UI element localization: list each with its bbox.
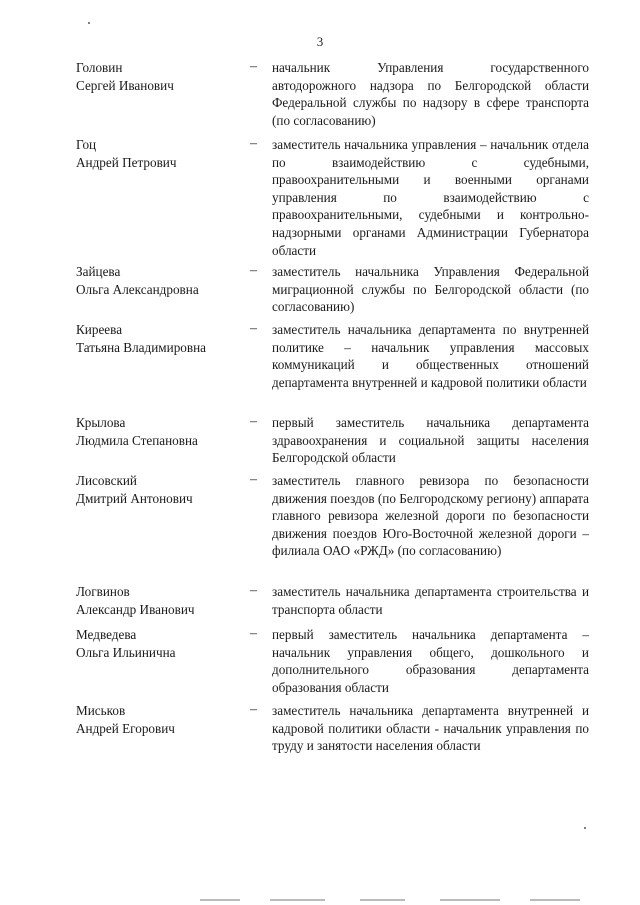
dash-separator: – bbox=[250, 626, 257, 641]
dash-separator: – bbox=[250, 321, 257, 336]
given-names: Андрей Егорович bbox=[76, 720, 175, 736]
person-name bbox=[76, 626, 251, 661]
position-description: первый заместитель начальника департамента здравоохранения и социальной защиты населения Белгородской области bbox=[272, 415, 589, 466]
surname: Лисовский bbox=[76, 473, 137, 488]
position-description: начальник Управления государственного автодорожного надзора по Белгородской области Федеральной службы по надзору в сфере транспорта (по согласованию) bbox=[272, 60, 589, 128]
person-name bbox=[76, 136, 251, 171]
given-names: Татьяна Владимировна bbox=[76, 339, 207, 355]
given-names: Сергей Иванович bbox=[76, 77, 174, 93]
given-names: Ольга Александровна bbox=[76, 281, 199, 297]
surname: Миськов bbox=[76, 703, 126, 718]
given-names: Андрей Петрович bbox=[76, 154, 177, 170]
surname: Медведева bbox=[76, 627, 137, 642]
given-names: Дмитрий Антонович bbox=[76, 490, 193, 506]
dash-separator: – bbox=[250, 583, 257, 598]
person-name bbox=[76, 263, 251, 298]
given-names: Александр Иванович bbox=[76, 601, 195, 617]
surname: Киреева bbox=[76, 322, 123, 337]
surname: Логвинов bbox=[76, 584, 130, 599]
dash-separator: – bbox=[250, 263, 257, 278]
person-name bbox=[76, 59, 251, 94]
person-name bbox=[76, 414, 251, 449]
surname: Зайцева bbox=[76, 264, 121, 279]
surname: Головин bbox=[76, 60, 123, 75]
position-description: первый заместитель начальника департамента – начальник управления общего, дошкольного и дополнительного образования департамента образования области bbox=[272, 627, 589, 695]
scan-speck bbox=[88, 22, 90, 24]
scan-edge-artifact bbox=[200, 895, 600, 905]
surname: Гоц bbox=[76, 137, 97, 152]
dash-separator: – bbox=[250, 59, 257, 74]
person-name bbox=[76, 702, 251, 737]
page-number: 3 bbox=[316, 34, 324, 49]
person-name bbox=[76, 321, 251, 356]
given-names: Людмила Степановна bbox=[76, 432, 198, 448]
dash-separator: – bbox=[250, 414, 257, 429]
given-names: Ольга Ильинична bbox=[76, 644, 176, 660]
surname: Крылова bbox=[76, 415, 126, 430]
position-description: заместитель начальника Управления Федеральной миграционной службы по Белгородской области (по согласованию) bbox=[272, 264, 589, 315]
position-description: заместитель начальника управления – начальник отдела по взаимодействию с судебными, правоохранительными и военными органами управления по взаимодействию с правоохранительными, судебными и контрольно-надзорными органами Администрации Губернатора области bbox=[272, 137, 589, 258]
position-description: заместитель начальника департамента строительства и транспорта области bbox=[272, 584, 589, 617]
dash-separator: – bbox=[250, 136, 257, 151]
dash-separator: – bbox=[250, 702, 257, 717]
person-name bbox=[76, 472, 251, 507]
scan-speck bbox=[584, 827, 586, 829]
position-description: заместитель начальника департамента по внутренней политике – начальник управления массовых коммуникаций и общественных отношений департамента внутренней и кадровой политики области bbox=[272, 322, 589, 390]
person-name bbox=[76, 583, 251, 618]
dash-separator: – bbox=[250, 472, 257, 487]
position-description: заместитель главного ревизора по безопасности движения поездов (по Белгородскому региону) аппарата главного ревизора железной дороги по безопасности движения поездов Юго-Восточной железной дороги – филиала ОАО «РЖД» (по согласованию) bbox=[272, 473, 589, 559]
position-description: заместитель начальника департамента внутренней и кадровой политики области - начальник управления по труду и занятости населения области bbox=[272, 703, 589, 754]
